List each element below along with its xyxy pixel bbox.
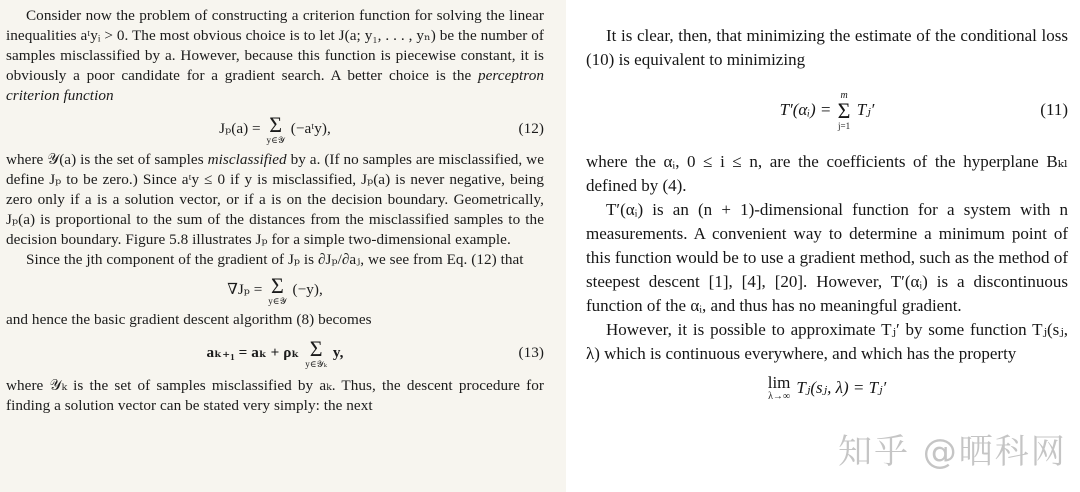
equation-number: (12) xyxy=(518,120,544,137)
equation-number: (11) xyxy=(1040,100,1068,119)
equation-11-rhs: Tⱼ′ xyxy=(856,100,875,119)
sum-sign: Σ xyxy=(271,272,284,298)
sum-superscript: m xyxy=(840,90,848,102)
equation-11-lhs: T′(αᵢ) = xyxy=(779,100,832,119)
paragraph-descent-procedure: where 𝒴ₖ is the set of samples misclassified by aₖ. Thus, the descent procedure for finding a solution vector can be stated very simply: the next xyxy=(6,377,544,414)
perceptron-criterion-term: perceptron criterion function xyxy=(6,67,544,104)
paragraph-misclassified-text-b: by a. (If no samples are misclassified, we define Jₚ to be zero.) Since aᵗy ≤ 0 if y is misclassified, Jₚ(a) is never negative, being zero only if a is a solution vector, or if a is on the decision boundary. Geometrically, Jₚ(a) is proportional to the sum of the distances from the misclassified samples to the decision boundary. Figure 5.8 illustrates Jₚ for a simple two-dimensional example. xyxy=(6,151,544,248)
paragraph-discontinuous: T′(αᵢ) is an (n + 1)-dimensional function for a system with n measurements. A convenient way to determine a minimum point of this function would be to use a gradient method, such as the method of steepest descent [1], [4], [20]. However, T′(αᵢ) is a discontinuous function of the αᵢ, and thus has no meaningful gradient. xyxy=(586,200,1068,315)
equation-13-rhs: y, xyxy=(332,344,344,361)
sum-subscript: y∈𝒴 xyxy=(266,134,285,145)
equation-12-sum xyxy=(266,111,285,145)
equation-gradient xyxy=(6,270,544,310)
limit-subscript: λ→∞ xyxy=(768,391,791,402)
paragraph-approximation: However, it is possible to approximate Tⱼ′ by some function Tⱼ(sⱼ, λ) which is continuous everywhere, and which has the property xyxy=(586,320,1068,363)
equation-limit xyxy=(586,374,1068,414)
equation-11-sum xyxy=(838,91,851,131)
equation-12 xyxy=(6,108,544,150)
paragraph-conditional-loss: It is clear, then, that minimizing the estimate of the conditional loss (10) is equivalent to minimizing xyxy=(586,26,1068,69)
paragraph-misclassified-text-a: where 𝒴(a) is the set of samples xyxy=(6,151,204,168)
equation-gradient-lhs: ∇Jₚ = xyxy=(227,281,263,298)
sum-subscript: y∈𝒴 xyxy=(268,295,287,306)
paragraph-coefficients: where the αᵢ, 0 ≤ i ≤ n, are the coefficients of the hyperplane Bₖₗ defined by (4). xyxy=(586,152,1068,195)
zhihu-watermark: 知乎 @晒科网 xyxy=(838,432,1067,472)
paragraph-gradient: Since the jth component of the gradient of Jₚ is ∂Jₚ/∂aⱼ, we see from Eq. (12) that xyxy=(26,251,524,268)
limit-operator xyxy=(768,374,791,403)
equation-gradient-sum xyxy=(268,272,287,306)
right-paper-excerpt xyxy=(566,0,1080,492)
paragraph-criterion-intro xyxy=(6,6,544,106)
equation-12-rhs: (−aᵗy), xyxy=(290,120,331,137)
equation-12-lhs: Jₚ(a) = xyxy=(219,120,261,137)
equation-13-lhs: aₖ₊₁ = aₖ + ρₖ xyxy=(206,344,300,361)
sum-sign: Σ xyxy=(837,98,851,124)
sum-sign: Σ xyxy=(269,111,283,137)
paragraph-misclassified xyxy=(6,150,544,250)
sum-subscript: y∈𝒴ₖ xyxy=(305,358,327,369)
equation-gradient-rhs: (−y), xyxy=(292,281,323,298)
sum-subscript: j=1 xyxy=(838,121,851,132)
sum-sign: Σ xyxy=(309,335,323,361)
paragraph-descent-algorithm: and hence the basic gradient descent algorithm (8) becomes xyxy=(6,311,372,328)
limit-word: lim xyxy=(767,373,791,392)
equation-11 xyxy=(586,80,1068,140)
equation-13-sum xyxy=(305,335,327,369)
misclassified-term: misclassified xyxy=(207,151,287,168)
equation-13 xyxy=(6,330,544,376)
limit-expression: Tⱼ(sⱼ, λ) = Tⱼ′ xyxy=(796,378,887,397)
paragraph-criterion-intro-text: Consider now the problem of constructing a criterion function for solving the linear inequalities aᵗyᵢ > 0. The most obvious choice is to let J(a; y₁, . . . , yₙ) be the number of samples misclassified by a. However, because this function is piecewise constant, it is obviously a poor candidate for a gradient search. A better choice is the xyxy=(6,7,544,84)
equation-number: (13) xyxy=(518,344,544,361)
